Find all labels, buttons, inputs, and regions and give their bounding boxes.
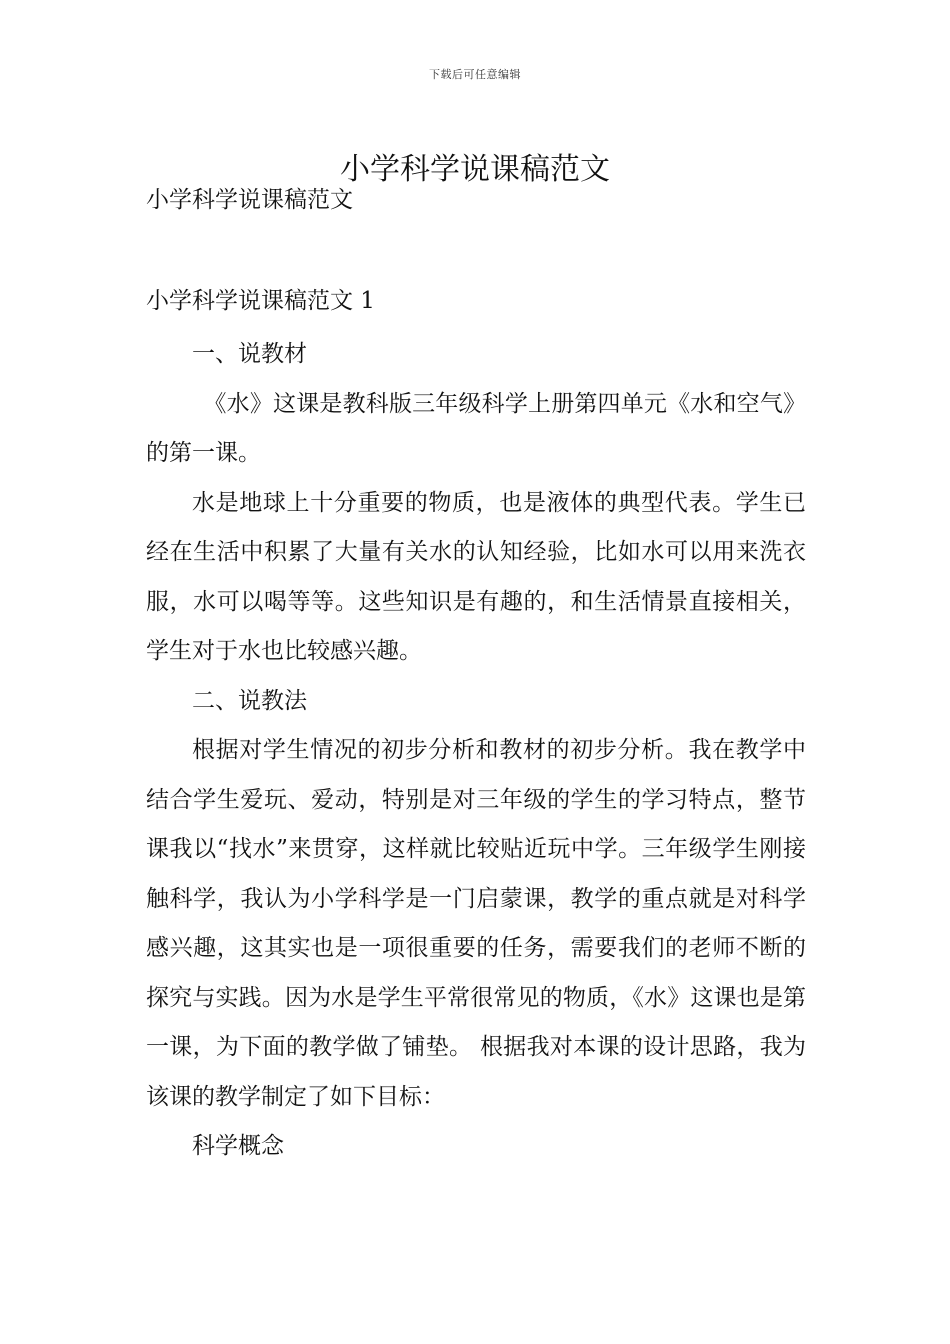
heading-teaching-method: 二、说教法: [192, 687, 307, 714]
heading-science-concept: 科学概念: [192, 1133, 284, 1159]
header-note: 下载后可任意编辑: [429, 68, 521, 81]
document-title: 小学科学说课稿范文: [340, 152, 610, 188]
heading-textbook: 一、说教材: [192, 341, 307, 367]
paragraph-textbook-intro: 《水》这课是教科版三年级科学上册第四单元《水和空气》的第一课。: [146, 390, 806, 466]
paragraph-teaching-analysis: 根据对学生情况的初步分析和教材的初步分析。我在教学中结合学生爱玩、爱动，特别是对三年级的学生的学习特点，整节课我以“找水”来贯穿，这样就比较贴近玩中学。三年级学生刚接触科学，我认为小学科学是一门启蒙课，教学的重点就是对科学感兴趣，这其实也是一项很重要的任务，需要我们的老师不断的探究与实践。因为水是学生平常很常见的物质，《水》这课也是第一课，为下面的教学做了铺垫。 根据我对本课的设计思路，我为该课的教学制定了如下目标：: [146, 737, 806, 1110]
document-subtitle: 小学科学说课稿范文: [146, 187, 353, 213]
document-body: [146, 330, 806, 1172]
paragraph-water-importance: 水是地球上十分重要的物质，也是液体的典型代表。学生已经在生活中积累了大量有关水的认知经验，比如水可以用来洗衣服，水可以喝等等。这些知识是有趣的，和生活情景直接相关，学生对于水也比较感兴趣。: [146, 489, 806, 664]
section-title: 小学科学说课稿范文 1: [146, 288, 375, 314]
